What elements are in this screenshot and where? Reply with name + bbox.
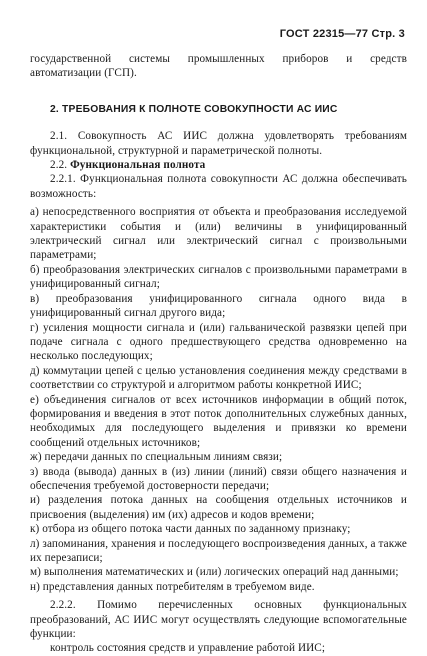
list-item-a: а) непосредственного восприятия от объекта и преобразования исследуемой характеристики события и (или) величины в унифицированный электрический сигнал или электрический сигнал с произвольными параметрами; — [30, 206, 407, 262]
list-item-b: б) преобразования электрических сигналов с произвольными параметрами в унифицированный сигнал; — [30, 263, 407, 291]
list-item-m: м) выполнения математических и (или) логических операций над данными; — [30, 566, 399, 579]
list-item-z: з) ввода (вывода) данных в (из) линии (линий) связи общего назначения и обеспечения требуемой достоверности передачи; — [30, 465, 407, 492]
paragraph-2-2-1: 2.2.1. Функциональная полнота совокупности АС должна обеспечивать возможность: — [30, 173, 407, 200]
list-item-i: и) разделения потока данных на сообщения отдельных источников и присвоения (выделения) им (их) адресов и кодов времени; — [30, 494, 407, 521]
document-body — [30, 52, 407, 656]
list-item-k: к) отбора из общего потока части данных по заданному признаку; — [30, 523, 351, 536]
paragraph-2-2-number: 2.2. — [50, 159, 68, 172]
list-item-n: н) представления данных потребителям в требуемом виде. — [30, 580, 315, 593]
list-item-e: е) объединения сигналов от всех источников информации в общий поток, формирования и введения в этот поток дополнительных служебных данных, необходимых для последующего выделения и привязки ко времени сообщений отдельных источников; — [30, 393, 407, 449]
list-item-zh: ж) передачи данных по специальным линиям связи; — [30, 451, 283, 464]
list-item-v: в) преобразования унифицированного сигнала одного вида в унифицированный сигнал другого вида; — [30, 292, 407, 320]
paragraph-2-2-heading — [30, 158, 407, 172]
page-header: ГОСТ 22315—77 Стр. 3 — [279, 28, 405, 40]
list-item-l: л) запоминания, хранения и последующего воспроизведения данных, а также их перезаписи; — [30, 537, 407, 564]
section-heading: 2. ТРЕБОВАНИЯ К ПОЛНОТЕ СОВОКУПНОСТИ АС ИИС — [50, 103, 338, 115]
list-item-d: д) коммутации цепей с целью установления соединения между средствами в соответствии со структурой и алгоритмом работы конкретной ИИС; — [30, 364, 407, 392]
paragraph-2-2-title: Функциональная полнота — [70, 159, 206, 172]
paragraph-2-1: 2.1. Совокупность АС ИИС должна удовлетворять требованиям функциональной, структурной и параметрической полноты. — [30, 130, 407, 157]
intro-paragraph: государственной системы промышленных приборов и средств автоматизации (ГСП). — [30, 53, 407, 80]
last-line: контроль состояния средств и управление работой ИИС; — [50, 642, 326, 655]
paragraph-2-2-2: 2.2.2. Помимо перечисленных основных функциональных преобразований, АС ИИС могут осуществлять следующие вспомогательные функции: — [30, 599, 407, 641]
list-item-g: г) усиления мощности сигнала и (или) гальванической развязки цепей при подаче сигнала с одного предшествующего средства одновременно на несколько последующих; — [30, 321, 407, 363]
